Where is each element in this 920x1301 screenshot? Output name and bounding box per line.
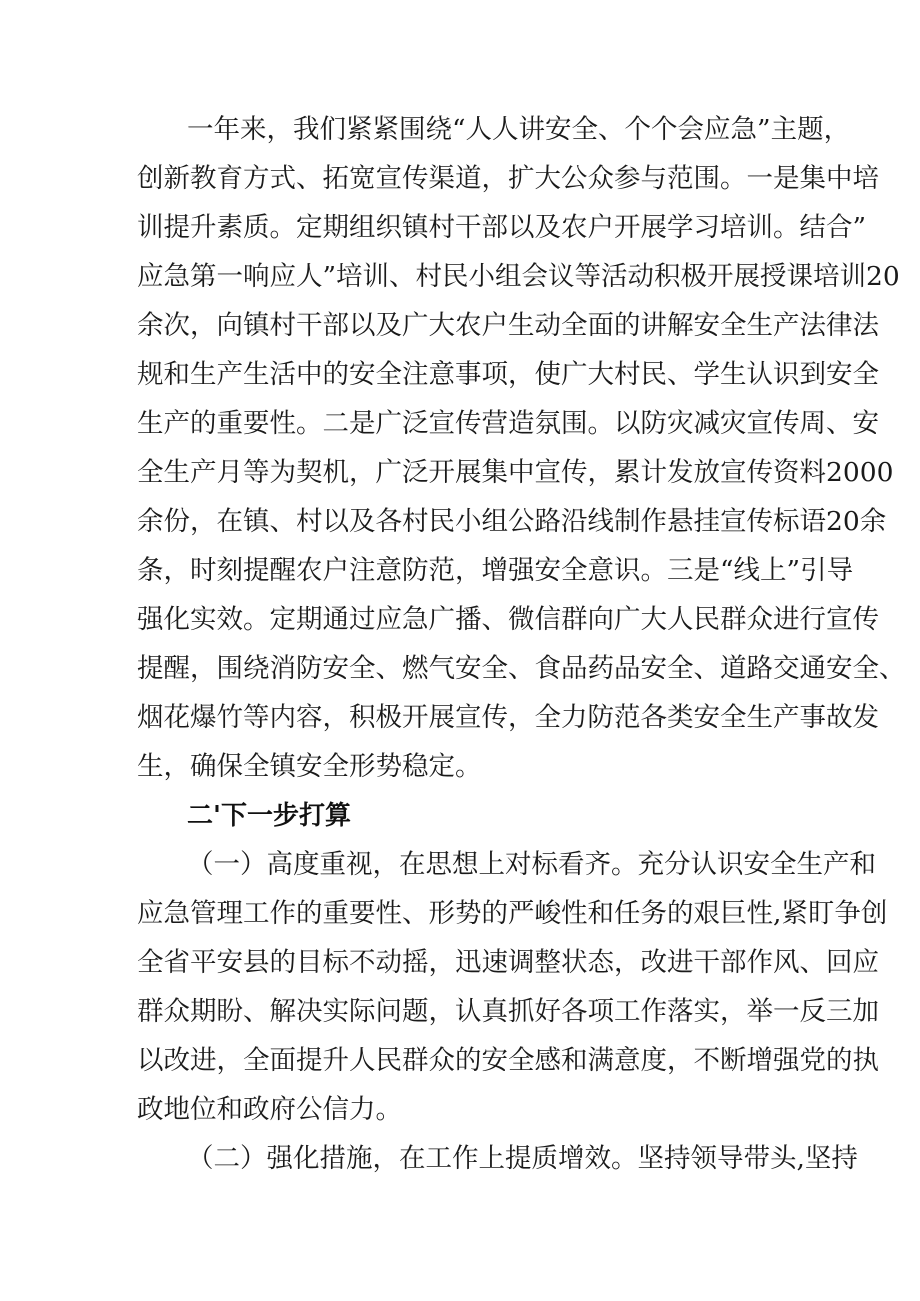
- paragraph-1-line-11: 强化实效。定期通过应急广播、微信群向广大人民群众进行宣传: [137, 604, 879, 635]
- paragraph-1-line-8: 全生产月等为契机，广泛开展集中宣传，累计发放宣传资料2000: [137, 457, 894, 488]
- paragraph-2-line-2: 应急管理工作的重要性、形势的严峻性和任务的艰巨性,紧盯争创: [137, 898, 888, 929]
- paragraph-1-line-14: 生，确保全镇安全形势稳定。: [137, 751, 482, 782]
- paragraph-2-line-6: 政地位和政府公信力。: [137, 1094, 402, 1125]
- paragraph-3-line-1: （二）强化措施，在工作上提质增效。坚持领导带头,坚持: [187, 1143, 858, 1174]
- paragraph-1-line-12: 提醒，围绕消防安全、燃气安全、食品药品安全、道路交通安全、: [137, 653, 906, 684]
- paragraph-2-line-4: 群众期盼、解决实际问题，认真抓好各项工作落实，举一反三加: [137, 996, 879, 1027]
- paragraph-1-line-7: 生产的重要性。二是广泛宣传营造氛围。以防灾减灾宣传周、安: [137, 408, 879, 439]
- paragraph-1-line-1: 一年来，我们紧紧围绕“人人讲安全、个个会应急”主题，: [187, 114, 851, 145]
- paragraph-1-line-2: 创新教育方式、拓宽宣传渠道，扩大公众参与范围。一是集中培: [137, 163, 879, 194]
- paragraph-2-line-3: 全省平安县的目标不动摇，迅速调整状态，改进干部作风、回应: [137, 947, 879, 978]
- paragraph-1-line-5: 余次，向镇村干部以及广大农户生动全面的讲解安全生产法律法: [137, 310, 879, 341]
- paragraph-2-line-5: 以改进，全面提升人民群众的安全感和满意度，不断增强党的执: [137, 1045, 879, 1076]
- paragraph-1-line-13: 烟花爆竹等内容，积极开展宣传，全力防范各类安全生产事故发: [137, 702, 879, 733]
- paragraph-1-line-9: 余份，在镇、村以及各村民小组公路沿线制作悬挂宣传标语20余: [137, 506, 887, 537]
- paragraph-1-line-3: 训提升素质。定期组织镇村干部以及农户开展学习培训。结合”: [137, 212, 867, 243]
- section-heading: 二'下一步打算: [187, 801, 351, 831]
- paragraph-2-line-1: （一）高度重视，在思想上对标看齐。充分认识安全生产和: [187, 849, 876, 880]
- paragraph-1-line-6: 规和生产生活中的安全注意事项，使广大村民、学生认识到安全: [137, 359, 879, 390]
- paragraph-1-line-4: 应急第一响应人”培训、村民小组会议等活动积极开展授课培训20: [137, 261, 900, 292]
- paragraph-1-line-10: 条，时刻提醒农户注意防范，增强安全意识。三是“线上”引导: [137, 555, 854, 586]
